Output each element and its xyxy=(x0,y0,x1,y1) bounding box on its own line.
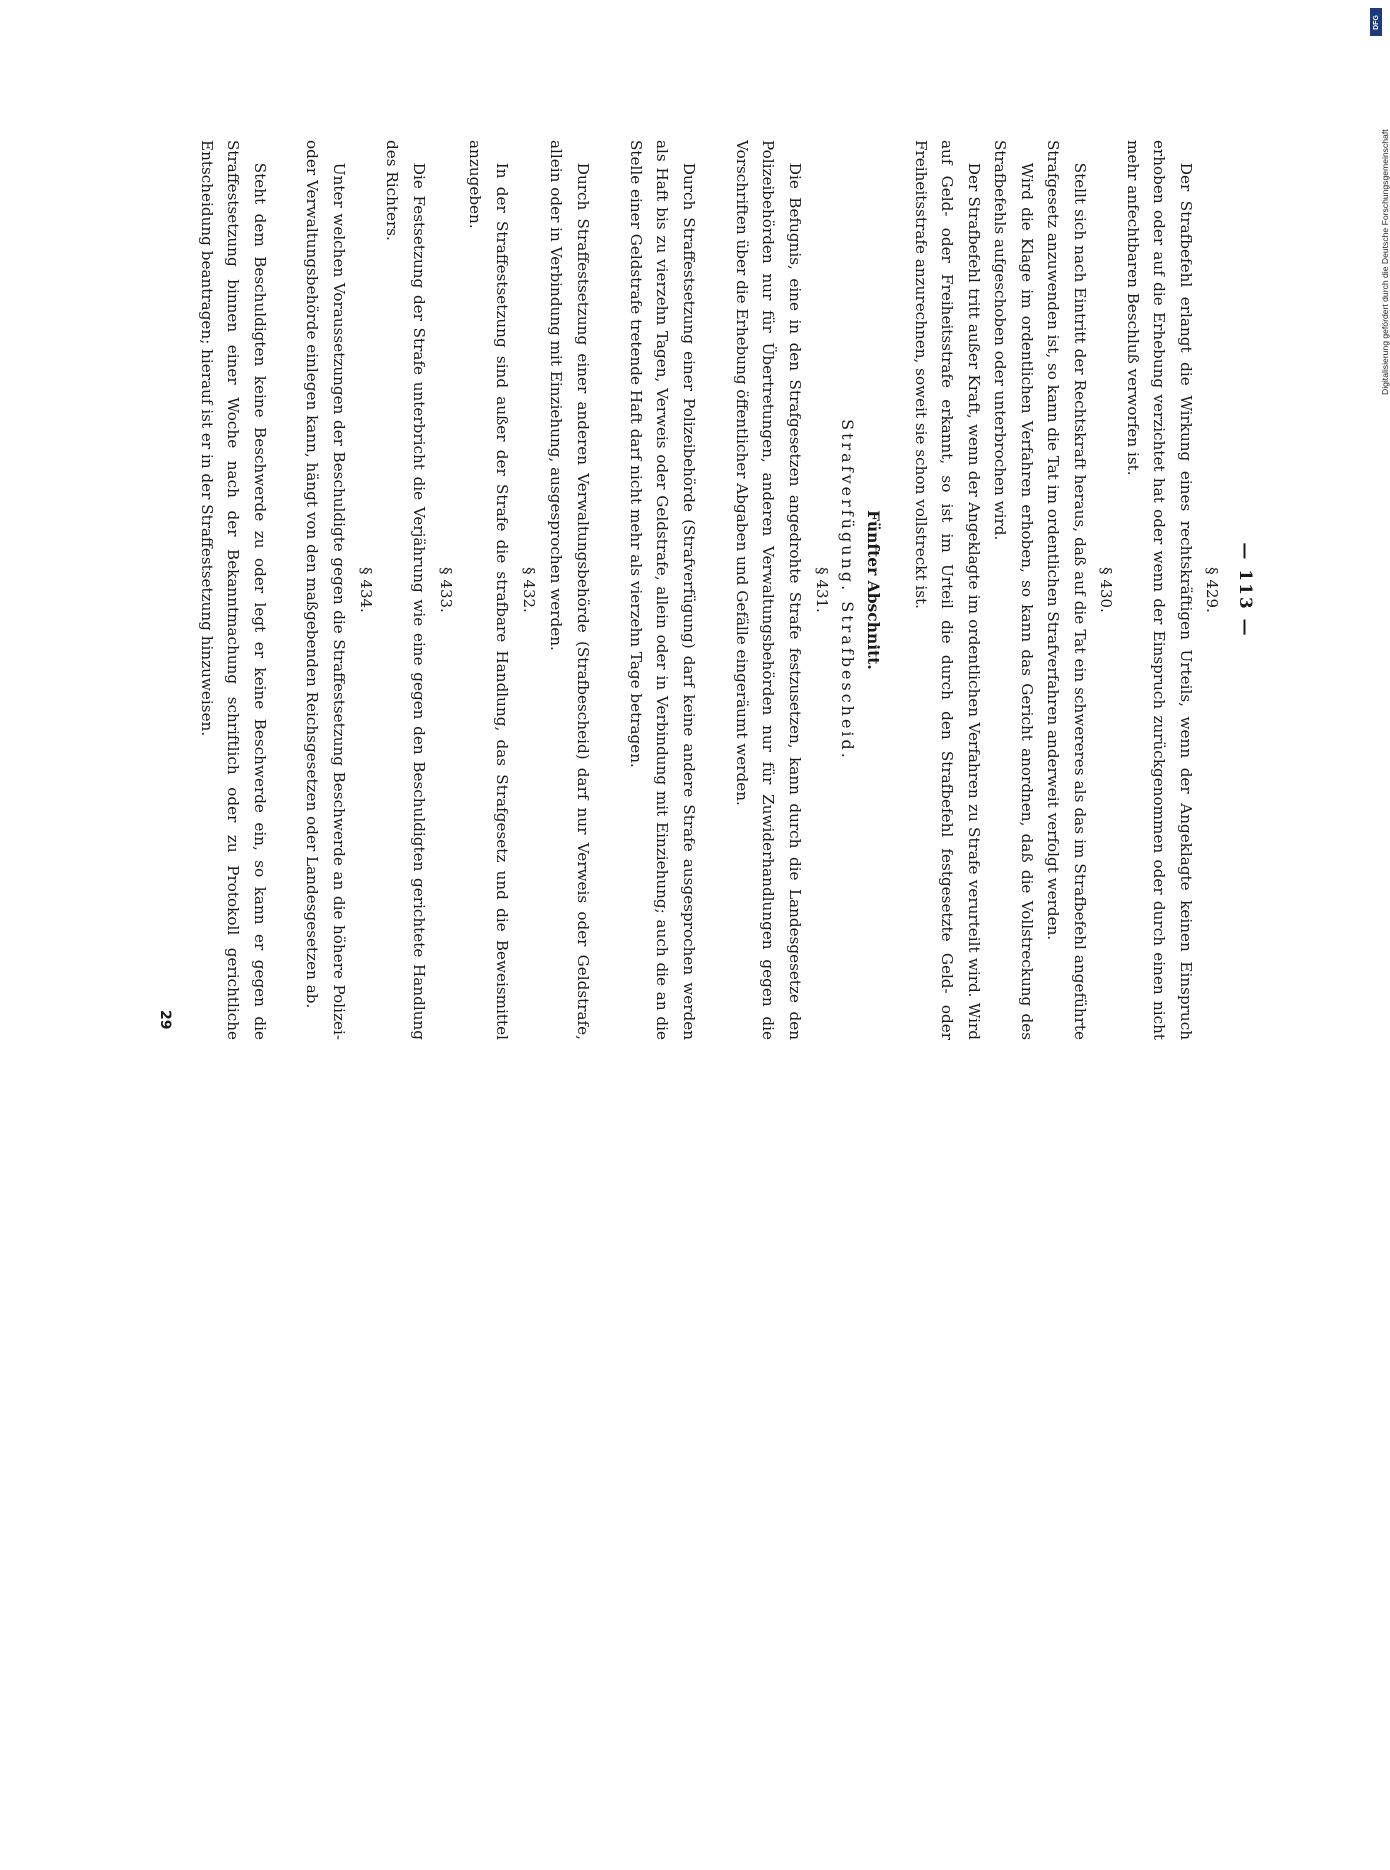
section-432-heading: § 432. xyxy=(520,567,538,613)
credit-sidebar xyxy=(1370,40,1390,395)
section-430-heading: § 430. xyxy=(1097,567,1115,613)
section-430-text-1: Stellt sich nach Eintritt der Rechtskraft heraus, daß auf die Tat ein schwereres als das im Strafbefehl angeführte Strafgesetz anzuwenden ist, so kann die Tat im ordentlichen Strafverfahren anderweit verfolgt werden. xyxy=(1044,140,1089,1040)
section-431-text-3: Durch Straffestsetzung einer anderen Verwaltungsbehörde (Strafbescheid) darf nur Verweis oder Geldstrafe, allein oder in Verbindung mit Einziehung, ausgesprochen werden. xyxy=(547,140,592,1040)
page-body xyxy=(145,140,1255,1040)
section-433-heading: § 433. xyxy=(437,567,455,613)
section-431-text-2: Durch Straffestsetzung einer Polizeibehörde (Strafverfügung) darf keine andere Strafe ausgesprochen werden als Haft bis zu vierzehn Tagen, Verweis oder Geldstrafe, allein oder in Verbindung mit Einziehung; auch die an die Stelle einer Geldstrafe tretende Haft darf nicht mehr als vierzehn Tage betragen. xyxy=(627,140,698,1040)
section-430-text-2: Wird die Klage im ordentlichen Verfahren erhoben, so kann das Gericht anordnen, daß die Vollstreckung des Strafbefehls aufgeschoben oder unterbrochen wird. xyxy=(991,140,1036,1040)
section-432-text: In der Straffestsetzung sind außer der Strafe die strafbare Handlung, das Strafgesetz und die Beweismittel anzugeben. xyxy=(466,140,511,1040)
section-434-text-1: Unter welchen Voraussetzungen der Beschuldigte gegen die Straffestsetzung Beschwerde an die höhere Polizei- oder Verwaltungsbehörde einlegen kann, hängt von den maßgebenden Reichsgesetzen oder Landesgesetzen ab. xyxy=(303,140,348,1040)
page-header: — 113 — xyxy=(1235,542,1255,638)
section-429-text: Der Strafbefehl erlangt die Wirkung eines rechtskräftigen Urteils, wenn der Angeklagte keinen Einspruch erhoben oder auf die Erhebung verzichtet hat oder wenn der Einspruch zurückgenommen oder durch einen nicht mehr anfechtbaren Beschluß verworfen ist. xyxy=(1124,140,1195,1040)
section-434-text-2: Steht dem Beschuldigten keine Beschwerde zu oder legt er keine Beschwerde ein, so kann er gegen die Straffestsetzung binnen einer Woche nach der Bekanntmachung schriftlich oder zu Protokoll gerichtliche Entscheidung beantragen; hierauf ist er in der Straffestsetzung hinzuweisen. xyxy=(198,140,269,1040)
chapter-title: Fünfter Abschnitt. xyxy=(864,510,883,670)
credit-text: Digitalisierung gefördert durch die Deutsche Forschungsgemeinschaft xyxy=(1380,129,1390,395)
chapter-subtitle: Strafverfügung. Strafbescheid. xyxy=(838,419,857,761)
section-431-text-1: Die Befugnis, eine in den Strafgesetzen angedrohte Strafe festzusetzen, kann durch die Landesgesetze den Polizeibehörden nur für Übertretungen, anderen Verwaltungsbehörden nur für Zuwiderhandlungen gegen die Vorschriften über die Erhebung öffentlicher Abgaben und Gefälle eingeräumt werden. xyxy=(733,140,804,1040)
section-430-text-3: Der Strafbefehl tritt außer Kraft, wenn der Angeklagte im ordentlichen Verfahren zu Strafe verurteilt wird. Wird auf Geld- oder Freiheitsstrafe erkannt, so ist im Urteil die durch den Strafbefehl festgesetzte Geld- oder Freiheitsstrafe anzurechnen, soweit sie schon vollstreckt ist. xyxy=(912,140,983,1040)
section-429-heading: § 429. xyxy=(1203,567,1221,613)
section-431-heading: § 431. xyxy=(813,567,831,613)
section-433-text: Die Festsetzung der Strafe unterbricht die Verjährung wie eine gegen den Beschuldigten gerichtete Handlung des Richters. xyxy=(383,140,428,1040)
section-434-heading: § 434. xyxy=(357,567,375,613)
dfg-logo xyxy=(1370,8,1382,36)
page-number: 29 xyxy=(157,1010,173,1030)
dfg-logo-text: DFG xyxy=(1372,14,1380,30)
